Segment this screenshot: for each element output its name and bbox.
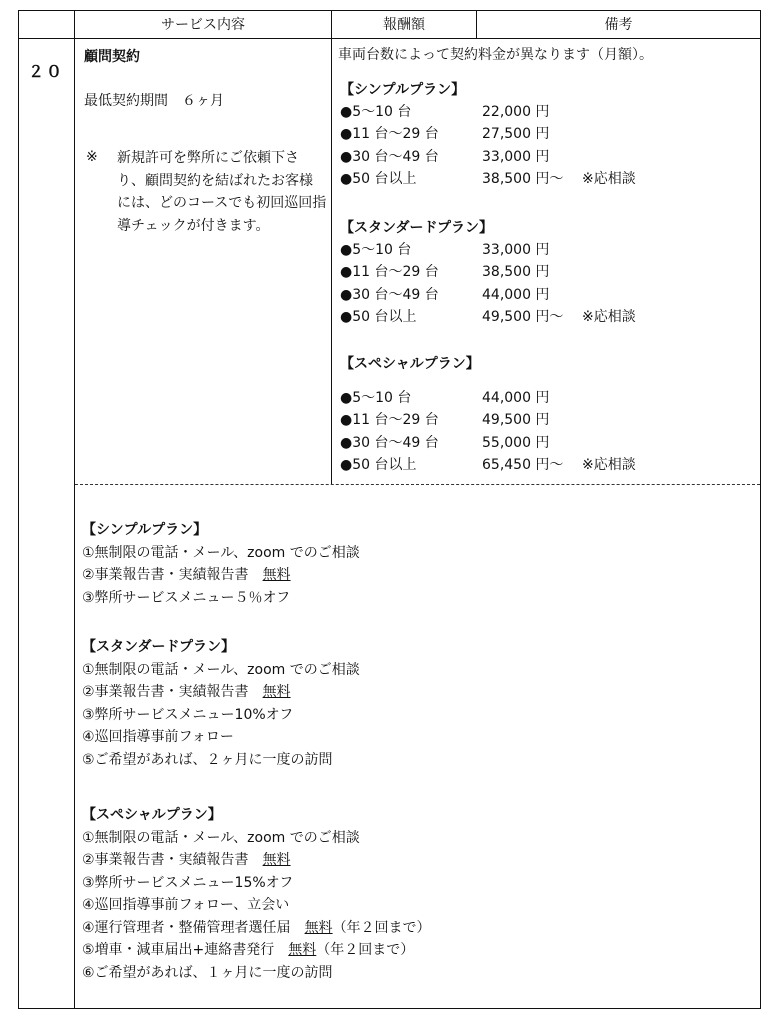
benefit-title: 【スタンダードプラン】 xyxy=(82,639,236,655)
price: 33,000 円 xyxy=(482,148,550,165)
note-mark: ※ xyxy=(86,149,98,165)
table-right-border xyxy=(760,10,761,1009)
vehicle-range: ●30 台～49 台 xyxy=(340,286,439,303)
vehicle-range: ●11 台～29 台 xyxy=(340,412,439,429)
fee-column-border xyxy=(331,10,332,484)
price: 38,500 円 xyxy=(482,264,550,281)
price: 38,500 円～ xyxy=(482,170,564,187)
benefit-item: ⑤増車・減車届出+連絡書発行 無料（年２回まで） xyxy=(82,942,415,958)
plan-special-pricing xyxy=(340,353,636,476)
price-row xyxy=(340,284,636,306)
plan-title: 【シンプルプラン】 xyxy=(340,82,466,98)
price: 65,450 円～ xyxy=(482,456,564,473)
note-line: 新規許可を弊所にご依頼下さ xyxy=(117,150,299,166)
vehicle-range: ●50 台以上 xyxy=(340,456,417,473)
table-top-border xyxy=(18,10,761,11)
price: 44,000 円 xyxy=(482,390,550,406)
benefit-item: ③弊所サービスメニュー15%オフ xyxy=(82,874,294,891)
benefit-item: ②事業報告書・実績報告書 無料 xyxy=(82,684,291,700)
price-row xyxy=(340,454,636,476)
benefit-item: ③弊所サービスメニュー10%オフ xyxy=(82,706,294,723)
plan-title: 【スタンダードプラン】 xyxy=(340,220,494,236)
vehicle-range: ●11 台～29 台 xyxy=(340,264,439,281)
price-note: ※応相談 xyxy=(582,170,636,187)
price: 49,500 円～ xyxy=(482,308,564,325)
price-row xyxy=(340,306,636,328)
price-row xyxy=(340,101,636,123)
plan-standard-pricing xyxy=(340,217,636,328)
note-line: 導チェックが付きます。 xyxy=(117,217,270,234)
price-row xyxy=(340,146,636,168)
note-line: には、どのコースでも初回巡回指 xyxy=(117,195,327,211)
vehicle-range: ●11 台～29 台 xyxy=(340,126,439,143)
price-row xyxy=(340,387,636,409)
vehicle-range: ●5～10 台 xyxy=(340,242,412,258)
price-row xyxy=(340,409,636,431)
price: 55,000 円 xyxy=(482,434,550,451)
benefit-title: 【シンプルプラン】 xyxy=(82,522,208,538)
vehicle-range: ●30 台～49 台 xyxy=(340,148,439,165)
vehicle-range: ●5～10 台 xyxy=(340,390,412,406)
benefit-item: ①無制限の電話・メール、zoom でのご相談 xyxy=(82,829,360,846)
header-fee: 報酬額 xyxy=(383,17,425,33)
benefit-item: ②事業報告書・実績報告書 無料 xyxy=(82,852,291,868)
price: 33,000 円 xyxy=(482,242,550,258)
benefit-item: ④運行管理者・整備管理者選任届 無料（年２回まで） xyxy=(82,919,431,936)
vehicle-range: ●50 台以上 xyxy=(340,170,417,187)
benefit-item: ③弊所サービスメニュー５％オフ xyxy=(82,589,291,606)
header-service: サービス内容 xyxy=(161,17,245,33)
table-left-border xyxy=(18,10,19,1009)
header-bottom-border xyxy=(18,38,761,39)
price-note: ※応相談 xyxy=(582,456,636,473)
row-number: ２０ xyxy=(28,62,65,81)
price: 22,000 円 xyxy=(482,104,550,120)
benefit-title: 【スペシャルプラン】 xyxy=(82,807,222,823)
benefit-item: ①無制限の電話・メール、zoom でのご相談 xyxy=(82,661,360,678)
price: 44,000 円 xyxy=(482,286,550,303)
vehicle-range: ●50 台以上 xyxy=(340,308,417,325)
price: 27,500 円 xyxy=(482,126,550,143)
price-row xyxy=(340,261,636,283)
vehicle-range: ●30 台～49 台 xyxy=(340,434,439,451)
service-note xyxy=(117,147,326,237)
price-row xyxy=(340,432,636,454)
simple-plan-benefits xyxy=(82,519,360,609)
standard-plan-benefits xyxy=(82,636,360,771)
service-title: 顧問契約 xyxy=(84,49,140,65)
price-note: ※応相談 xyxy=(582,308,636,325)
price: 49,500 円 xyxy=(482,412,550,429)
vehicle-range: ●5～10 台 xyxy=(340,104,412,120)
benefit-item: ⑥ご希望があれば、１ヶ月に一度の訪問 xyxy=(82,964,333,981)
benefit-item: ④巡回指導事前フォロー、立会い xyxy=(82,897,290,913)
note-line: り、顧問契約を結ばれたお客様 xyxy=(117,172,313,189)
number-column-border xyxy=(74,10,75,1009)
plan-simple-pricing xyxy=(340,79,636,190)
price-row xyxy=(340,168,636,190)
price-row xyxy=(340,239,636,261)
header-notes: 備考 xyxy=(604,17,633,33)
section-divider xyxy=(75,484,760,485)
benefit-item: ④巡回指導事前フォロー xyxy=(82,729,234,745)
table-bottom-border xyxy=(18,1008,761,1009)
pricing-intro: 車両台数によって契約料金が異なります（月額）。 xyxy=(338,47,653,63)
price-row xyxy=(340,123,636,145)
benefit-item: ①無制限の電話・メール、zoom でのご相談 xyxy=(82,544,360,561)
benefit-item: ⑤ご希望があれば、２ヶ月に一度の訪問 xyxy=(82,751,333,768)
special-plan-benefits xyxy=(82,804,431,984)
plan-title: 【スペシャルプラン】 xyxy=(340,356,480,372)
min-contract-period: 最低契約期間 ６ヶ月 xyxy=(84,93,224,109)
benefit-item: ②事業報告書・実績報告書 無料 xyxy=(82,567,291,583)
